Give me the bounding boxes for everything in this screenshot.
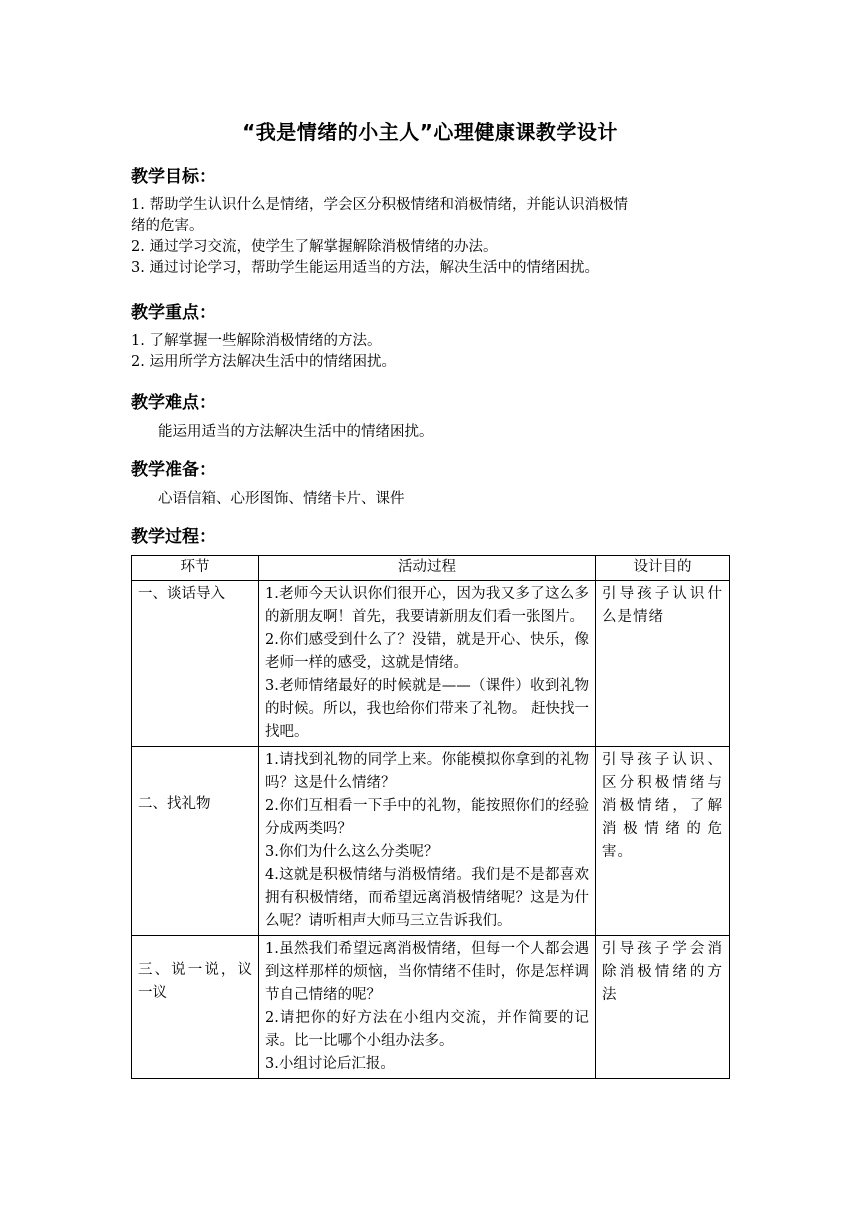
objective-line: 2. 通过学习交流，使学生了解掌握解除消极情绪的办法。	[131, 239, 498, 255]
table-row	[132, 936, 730, 1079]
table-row	[132, 747, 730, 936]
activity-item: 2.你们感受到什么了？没错，就是开心、快乐，像老师一样的感受，这就是情绪。	[265, 632, 589, 671]
process-table	[131, 555, 730, 1079]
key-point-line: 2. 运用所学方法解决生活中的情绪困扰。	[131, 354, 396, 370]
preparation-text: 心语信箱、心形图饰、情绪卡片、课件	[158, 491, 405, 507]
objective-line: 3. 通过讨论学习，帮助学生能运用适当的方法，解决生活中的情绪困扰。	[131, 260, 599, 276]
difficulties-heading: 教学难点：	[131, 393, 216, 413]
stage-cell: 三、说一说，议一议	[132, 936, 259, 1079]
activity-item: 4.这就是积极情绪与消极情绪。我们是不是都喜欢拥有积极情绪，而希望远离消极情绪呢？这是为什么呢？请听相声大师马三立告诉我们。	[265, 867, 589, 929]
activity-item: 1.虽然我们希望远离消极情绪，但每一个人都会遇到这样那样的烦恼，当你情绪不佳时，你是怎样调节自己情绪的呢？	[265, 941, 589, 1003]
objectives-list	[131, 195, 731, 279]
activity-item: 2.你们互相看一下手中的礼物，能按照你们的经验分成两类吗？	[265, 798, 589, 837]
purpose-cell: 引导孩子认识什么是情绪	[596, 581, 730, 747]
stage-cell: 一、谈话导入	[132, 581, 259, 747]
column-header-activities: 活动过程	[259, 556, 596, 581]
preparation-heading: 教学准备：	[131, 460, 216, 480]
activity-item: 3.老师情绪最好的时候就是——（课件）收到礼物的时候。所以，我也给你们带来了礼物。 赶快找一找吧。	[265, 678, 589, 740]
column-header-stage: 环节	[132, 556, 259, 581]
activity-item: 3.小组讨论后汇报。	[265, 1056, 395, 1072]
key-points-heading: 教学重点：	[131, 303, 216, 323]
purpose-cell: 引导孩子学会消除消极情绪的方法	[596, 936, 730, 1079]
activities-cell	[259, 936, 596, 1079]
process-heading: 教学过程：	[131, 527, 216, 547]
purpose-cell: 引导孩子认识、区分积极情绪与消极情绪，了解消极情绪的危害。	[596, 747, 730, 936]
activities-cell	[259, 581, 596, 747]
activity-item: 1.老师今天认识你们很开心，因为我又多了这么多的新朋友啊！首先，我要请新朋友们看一张图片。	[265, 586, 589, 625]
objective-line: 1. 帮助学生认识什么是情绪，学会区分积极情绪和消极情绪，并能认识消极情	[131, 197, 628, 213]
key-point-line: 1. 了解掌握一些解除消极情绪的方法。	[131, 333, 382, 349]
objectives-heading: 教学目标：	[131, 167, 216, 187]
table-row	[132, 581, 730, 747]
stage-cell: 二、找礼物	[132, 747, 259, 936]
activity-item: 1.请找到礼物的同学上来。你能模拟你拿到的礼物吗？这是什么情绪？	[265, 752, 589, 791]
activity-item: 3.你们为什么这么分类呢？	[265, 844, 439, 860]
key-points-list	[131, 331, 731, 373]
objective-line: 绪的危害。	[131, 218, 204, 234]
column-header-purpose: 设计目的	[596, 556, 730, 581]
activity-item: 2.请把你的好方法在小组内交流，并作简要的记录。比一比哪个小组办法多。	[265, 1010, 589, 1049]
activities-cell	[259, 747, 596, 936]
document-title: “我是情绪的小主人”心理健康课教学设计	[242, 120, 618, 144]
table-header-row	[132, 556, 730, 581]
difficulties-text: 能运用适当的方法解决生活中的情绪困扰。	[158, 424, 434, 440]
